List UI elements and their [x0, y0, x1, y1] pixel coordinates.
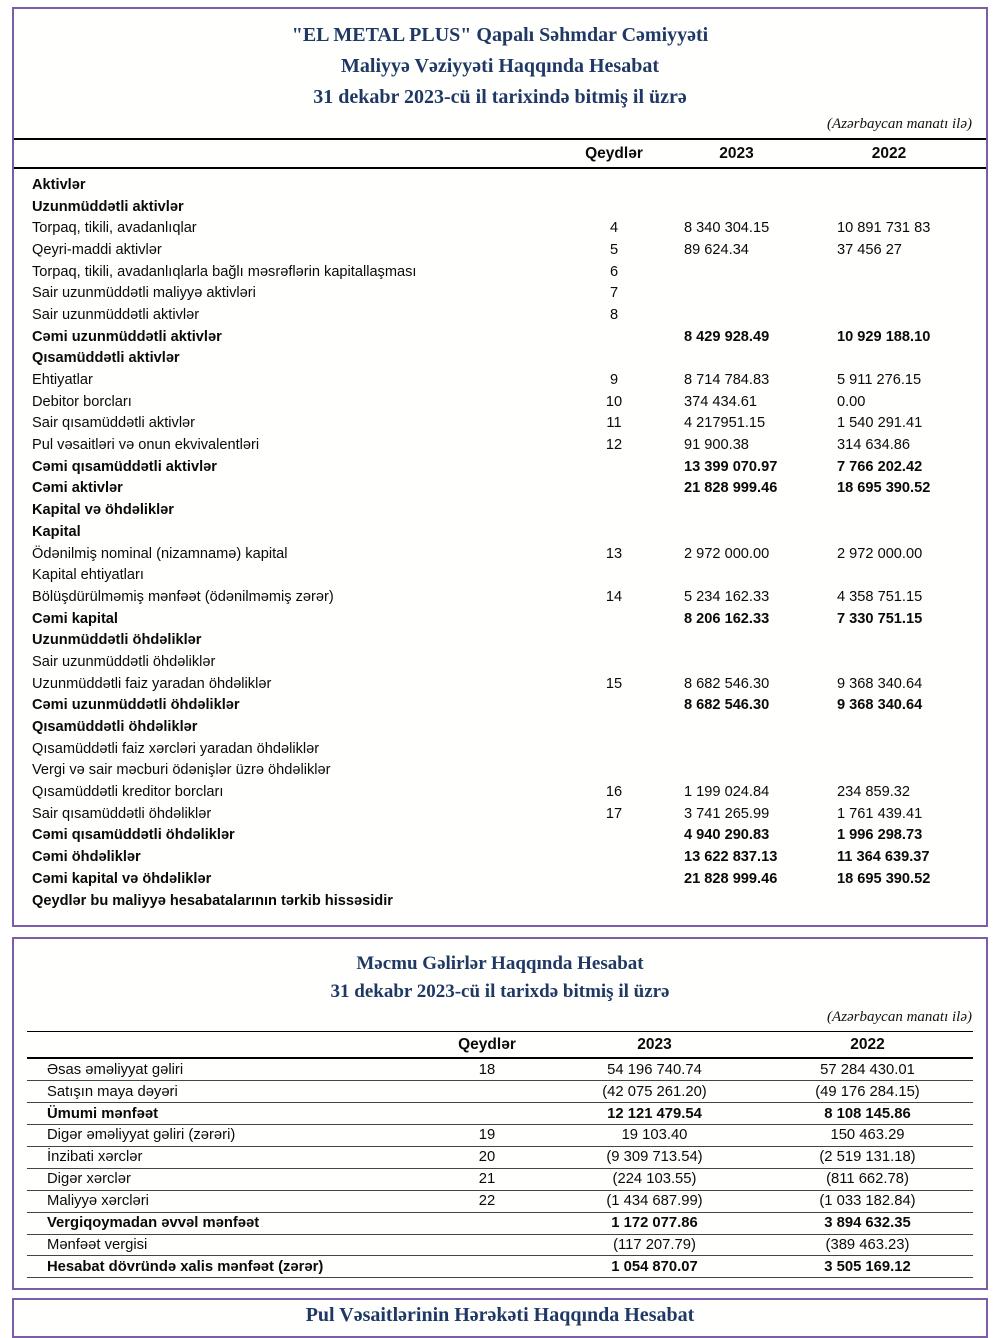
- table-row: [14, 282, 986, 304]
- row-v2022: (811 662.78): [826, 1171, 909, 1188]
- table-row: [14, 391, 986, 413]
- row-v2023: 21 828 999.46: [684, 870, 778, 887]
- row-label: Mənfəət vergisi: [47, 1236, 148, 1253]
- table-row: [27, 1059, 973, 1081]
- row-label: Vergi və sair məcburi ödənişlər üzrə öhdəliklər: [32, 762, 331, 779]
- row-v2023: 1 199 024.84: [684, 784, 770, 801]
- row-label: Cəmi qısamüddətli öhdəliklər: [32, 827, 235, 844]
- table-row: [14, 239, 986, 261]
- row-label: Pul vəsaitləri və onun ekvivalentləri: [32, 437, 260, 454]
- row-label: Maliyyə xərcləri: [47, 1193, 149, 1210]
- row-v2022: 3 894 632.35: [824, 1215, 911, 1232]
- row-v2022: 9 368 340.64: [837, 675, 923, 692]
- clipped-report-title: Pul Vəsaitlərinin Hərəkəti Haqqında Hesabat: [305, 1304, 695, 1327]
- row-note: 7: [609, 285, 619, 302]
- table-row: [14, 803, 986, 825]
- row-v2023: 91 900.38: [684, 437, 749, 454]
- table-row: [14, 673, 986, 695]
- row-label: Cəmi kapital: [32, 610, 118, 627]
- table-row: [14, 348, 986, 370]
- column-header-row: [27, 1031, 973, 1059]
- table-row: [14, 478, 986, 500]
- row-note: 12: [605, 437, 623, 454]
- table-row: [14, 651, 986, 673]
- row-note: 5: [609, 241, 619, 258]
- row-v2023: 8 682 546.30: [684, 675, 770, 692]
- row-note: 11: [606, 415, 622, 432]
- col-header-2023: 2023: [719, 144, 754, 162]
- row-label: Sair uzunmüddətli aktivlər: [32, 306, 200, 323]
- row-label: Qeydlər bu maliyyə hesabatalarının tərkib hissəsidir: [32, 892, 393, 909]
- row-v2022: 0.00: [837, 393, 866, 410]
- row-note: 19: [478, 1127, 496, 1144]
- row-v2023: 2 972 000.00: [684, 545, 770, 562]
- next-statement-clipped: [12, 1298, 988, 1338]
- table-row: [14, 499, 986, 521]
- row-v2022: 1 540 291.41: [837, 415, 923, 432]
- period-line: 31 dekabr 2023-cü il tarixində bitmiş il üzrə: [313, 86, 687, 108]
- row-note: 9: [609, 372, 619, 389]
- row-v2023: 4 217951.15: [684, 415, 766, 432]
- row-v2022: (2 519 131.18): [819, 1149, 916, 1166]
- row-label: Debitor borcları: [32, 393, 132, 410]
- row-v2022: 57 284 430.01: [820, 1061, 915, 1078]
- row-v2022: 1 761 439.41: [837, 805, 923, 822]
- row-label: Qısamüddətli kreditor borcları: [32, 784, 224, 801]
- col-header-notes: Qeydlər: [458, 1035, 516, 1053]
- row-v2023: (9 309 713.54): [606, 1149, 703, 1166]
- table-row: [14, 434, 986, 456]
- row-label: Əsas əməliyyat gəliri: [47, 1061, 184, 1078]
- table-row: [14, 825, 986, 847]
- row-label: Cəmi qısamüddətli aktivlər: [32, 458, 217, 475]
- row-v2022: 10 929 188.10: [837, 328, 931, 345]
- row-label: Ümumi mənfəət: [47, 1105, 158, 1122]
- row-v2023: (224 103.55): [612, 1171, 697, 1188]
- row-label: Cəmi öhdəliklər: [32, 849, 141, 866]
- table-row: [14, 781, 986, 803]
- row-note: 10: [605, 393, 623, 410]
- row-note: 4: [609, 220, 619, 237]
- row-v2023: 13 622 837.13: [684, 849, 778, 866]
- income-table: [27, 1031, 973, 1278]
- row-label: Qısamüddətli aktivlər: [32, 350, 180, 367]
- table-row: [14, 846, 986, 868]
- row-label: Vergiqoymadan əvvəl mənfəət: [47, 1215, 260, 1232]
- table-row: [27, 1191, 973, 1213]
- row-label: Torpaq, tikili, avadanlıqlar: [32, 220, 197, 237]
- row-note: 17: [605, 805, 623, 822]
- spacer: [14, 1278, 986, 1288]
- row-label: Uzunmüddətli öhdəliklər: [32, 632, 202, 649]
- row-label: Digər əməliyyat gəliri (zərəri): [47, 1127, 236, 1144]
- row-label: İnzibati xərclər: [47, 1149, 143, 1166]
- table-row: [14, 521, 986, 543]
- row-v2022: 2 972 000.00: [837, 545, 923, 562]
- row-v2022: 9 368 340.64: [837, 697, 923, 714]
- table-row: [27, 1256, 973, 1278]
- row-label: Kapital: [32, 523, 81, 540]
- row-v2023: 1 054 870.07: [611, 1258, 698, 1275]
- row-label: Aktivlər: [32, 176, 86, 193]
- row-note: 21: [478, 1171, 496, 1188]
- row-v2023: 8 429 928.49: [684, 328, 770, 345]
- financial-position-statement: [12, 7, 988, 927]
- table-row: [14, 326, 986, 348]
- table-row: [14, 217, 986, 239]
- row-label: Sair uzunmüddətli maliyyə aktivləri: [32, 285, 256, 302]
- row-v2023: 54 196 740.74: [607, 1061, 702, 1078]
- row-v2022: 18 695 390.52: [837, 480, 931, 497]
- row-label: Cəmi uzunmüddətli aktivlər: [32, 328, 222, 345]
- row-label: Qısamüddətli faiz xərcləri yaradan öhdəliklər: [32, 740, 320, 757]
- table-row: [14, 760, 986, 782]
- row-label: Qeyri-maddi aktivlər: [32, 241, 162, 258]
- row-v2023: 3 741 265.99: [684, 805, 770, 822]
- income-statement: [12, 937, 988, 1290]
- row-label: Kapital ehtiyatları: [32, 567, 144, 584]
- row-label: Ödənilmiş nominal (nizamnamə) kapital: [32, 545, 288, 562]
- row-v2023: (1 434 687.99): [606, 1193, 703, 1210]
- table-row: [14, 868, 986, 890]
- row-v2022: 4 358 751.15: [837, 588, 923, 605]
- row-note: 22: [478, 1193, 496, 1210]
- row-v2022: 10 891 731 83: [837, 220, 931, 237]
- row-label: Bölüşdürülməmiş mənfəət (ödənilməmiş zərər): [32, 588, 334, 605]
- row-v2022: 7 330 751.15: [837, 610, 923, 627]
- company-title: "EL METAL PLUS" Qapalı Səhmdar Cəmiyyəti: [291, 24, 709, 46]
- table-row: [14, 586, 986, 608]
- sofp-rows: [14, 169, 986, 925]
- row-v2022: 3 505 169.12: [824, 1258, 911, 1275]
- row-v2023: 19 103.40: [621, 1127, 688, 1144]
- row-v2022: 11 364 639.37: [837, 849, 930, 866]
- table-row: [27, 1213, 973, 1235]
- row-v2022: 8 108 145.86: [824, 1105, 911, 1122]
- table-row: [27, 1169, 973, 1191]
- row-note: 16: [605, 784, 623, 801]
- row-label: Digər xərclər: [47, 1171, 131, 1188]
- row-label: Cəmi uzunmüddətli öhdəliklər: [32, 697, 240, 714]
- report-title: Məcmu Gəlirlər Haqqında Hesabat: [356, 953, 644, 975]
- col-header-2023: 2023: [637, 1035, 672, 1053]
- table-row: [27, 1125, 973, 1147]
- row-label: Cəmi aktivlər: [32, 480, 123, 497]
- row-v2023: 374 434.61: [684, 393, 758, 410]
- row-v2023: (117 207.79): [613, 1236, 696, 1253]
- row-v2022: 37 456 27: [837, 241, 902, 258]
- row-label: Sair uzunmüddətli öhdəliklər: [32, 653, 216, 670]
- table-row: [14, 304, 986, 326]
- table-row: [27, 1081, 973, 1103]
- table-row: [27, 1103, 973, 1125]
- row-note: 14: [605, 588, 623, 605]
- statement-header: [14, 939, 986, 1006]
- row-v2022: 314 634.86: [837, 437, 911, 454]
- column-header-row: [14, 138, 986, 169]
- row-note: 20: [478, 1149, 496, 1166]
- table-row: [14, 456, 986, 478]
- row-label: Torpaq, tikili, avadanlıqlarla bağlı məsrəflərin kapitallaşması: [32, 263, 417, 280]
- row-note: 15: [605, 675, 623, 692]
- table-row: [14, 695, 986, 717]
- col-header-2022: 2022: [850, 1035, 885, 1053]
- row-v2023: 5 234 162.33: [684, 588, 770, 605]
- row-v2023: 8 340 304.15: [684, 220, 770, 237]
- table-row: [14, 196, 986, 218]
- row-note: 8: [609, 306, 619, 323]
- row-v2023: 12 121 479.54: [607, 1105, 702, 1122]
- table-row: [14, 716, 986, 738]
- row-v2023: 4 940 290.83: [684, 827, 770, 844]
- table-row: [14, 608, 986, 630]
- table-row: [14, 890, 986, 912]
- row-label: Cəmi kapital və öhdəliklər: [32, 870, 212, 887]
- table-row: [27, 1235, 973, 1257]
- currency-note: (Azərbaycan manatı ilə): [827, 1009, 972, 1026]
- row-v2022: 18 695 390.52: [837, 870, 931, 887]
- row-v2022: 5 911 276.15: [837, 372, 922, 389]
- row-note: 6: [609, 263, 619, 280]
- period-line: 31 dekabr 2023-cü il tarixdə bitmiş il üzrə: [330, 981, 670, 1003]
- row-v2023: (42 075 261.20): [602, 1083, 707, 1100]
- table-row: [14, 543, 986, 565]
- col-header-2022: 2022: [871, 144, 907, 162]
- statement-header: [14, 9, 986, 113]
- table-row: [14, 413, 986, 435]
- row-label: Uzunmüddətli faiz yaradan öhdəliklər: [32, 675, 272, 692]
- row-label: Sair qısamüddətli öhdəliklər: [32, 805, 212, 822]
- row-label: Uzunmüddətli aktivlər: [32, 198, 184, 215]
- row-v2022: 150 463.29: [830, 1127, 905, 1144]
- row-v2022: (1 033 182.84): [819, 1193, 916, 1210]
- row-v2023: 8 714 784.83: [684, 372, 770, 389]
- row-v2023: 21 828 999.46: [684, 480, 778, 497]
- table-row: [27, 1147, 973, 1169]
- row-v2023: 13 399 070.97: [684, 458, 778, 475]
- row-v2022: 7 766 202.42: [837, 458, 923, 475]
- row-label: Hesabat dövründə xalis mənfəət (zərər): [47, 1258, 324, 1275]
- row-note: 18: [478, 1061, 496, 1078]
- currency-note: (Azərbaycan manatı ilə): [827, 116, 972, 132]
- row-v2022: (389 463.23): [825, 1236, 910, 1253]
- row-v2022: (49 176 284.15): [815, 1083, 920, 1100]
- table-row: [14, 564, 986, 586]
- table-row: [14, 369, 986, 391]
- income-rows: [27, 1059, 973, 1278]
- report-title: Maliyyə Vəziyyəti Haqqında Hesabat: [341, 55, 659, 77]
- row-note: 13: [605, 545, 623, 562]
- row-v2023: 8 682 546.30: [684, 697, 770, 714]
- row-v2023: 89 624.34: [684, 241, 749, 258]
- row-v2022: 234 859.32: [837, 784, 911, 801]
- row-v2023: 8 206 162.33: [684, 610, 770, 627]
- row-v2023: 1 172 077.86: [611, 1215, 698, 1232]
- row-label: Kapital və öhdəliklər: [32, 502, 174, 519]
- table-row: [14, 738, 986, 760]
- table-row: [14, 261, 986, 283]
- row-v2022: 1 996 298.73: [837, 827, 923, 844]
- row-label: Qısamüddətli öhdəliklər: [32, 719, 198, 736]
- row-label: Ehtiyatlar: [32, 372, 93, 389]
- table-row: [14, 629, 986, 651]
- table-row: [14, 174, 986, 196]
- col-header-notes: Qeydlər: [585, 144, 643, 162]
- row-label: Satışın maya dəyəri: [47, 1083, 178, 1100]
- row-label: Sair qısamüddətli aktivlər: [32, 415, 196, 432]
